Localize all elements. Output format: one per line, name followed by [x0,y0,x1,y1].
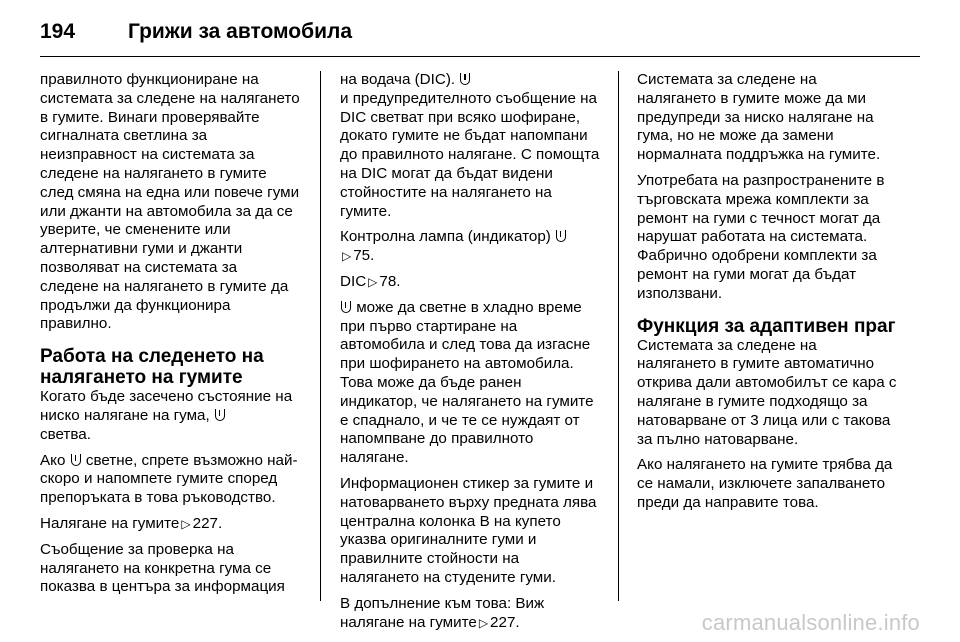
page-title: Грижи за автомобила [128,20,353,43]
page-header [40,14,352,50]
col2-paragraph-6: В допълнение към това: Виж налягане на гумите ▷ 227. [340,594,545,631]
column-2 [340,71,600,639]
col2-paragraph-3: DIC ▷ 78. [340,272,401,290]
column-divider [320,71,321,601]
col2-paragraph-4: може да светне в хладно време при първо стартиране на автомобила и след това да изгасне при шофирането на автомобила. Това може да бъде ранен индикатор, че налягането на гумите е спаднало, и че те се нуждаят от напомпване до правилното налягане. [340,298,594,467]
col2-paragraph-2: Контролна лампа (индикатор) ▷ 75. [340,228,600,266]
page-reference-link[interactable]: 227. [490,613,520,631]
page-reference-link[interactable]: 78. [379,272,401,290]
watermark: carmanualsonline.info [701,610,920,635]
section-heading-tpms-operation: Работа на следенето на налягането на гумите [40,346,264,389]
col1-paragraph-5: Съобщение за проверка на налягането на конкретна гума се показва в центъра за информация [40,540,285,596]
reference-arrow-icon: ▷ [342,249,352,264]
section-heading-adaptive-threshold: Функция за адаптивен праг [637,315,896,337]
col3-paragraph-1: Системата за следене на налягането в гумите може да ми предупреди за ниско налягане на гума, но не може да замени нормалната поддръжка на гумите. [637,71,881,164]
column-1 [40,71,300,604]
col1-paragraph-3: Ако светне, спрете възможно най-скоро и напомпете гумите според препоръката в това ръководство. [40,451,298,507]
reference-arrow-icon: ▷ [478,615,489,630]
col1-paragraph-4: Налягане на гумите ▷ 227. [40,514,223,532]
page-reference-link[interactable]: 75. [353,247,375,265]
tire-pressure-warning-icon [71,454,81,466]
page-number: 194 [40,20,76,43]
col3-paragraph-2: Употребата на разпространените в търговската мрежа комплекти за ремонт на гуми с течност могат да нарушат работата на системата. Фабрично одобрени комплекти за ремонт на гуми могат да бъдат използвани. [637,171,885,302]
col1-paragraph-1: правилното функциониране на системата за следене на налягането в гумите. Винаги проверявайте сигналната светлина за неизправност на системата за следене на налягането в гумите след смяна на една или повече гуми или джанти на автомобила за да се уверите, че сменените или алтернативни гуми и джанти позволяват на системата за следене на налягането в гумите да продължи да функционира правилно. [40,71,300,333]
col1-paragraph-2: Когато бъде засечено състояние на ниско налягане на гума, светва. [40,388,293,443]
tire-pressure-warning-icon [556,230,566,242]
column-3 [637,71,897,520]
tire-pressure-warning-icon [215,409,225,421]
tire-pressure-warning-icon [341,301,351,313]
reference-arrow-icon: ▷ [181,516,191,531]
col3-paragraph-3: Системата за следене на налягането в гумите автоматично открива дали автомобилът се кара с налягане в гумите подходящо за натоварване от 3 лица или с такова за пълно натоварване. [637,336,897,448]
col3-paragraph-4: Ако налягането на гумите трябва да се намали, изключете запалването преди да направите това. [637,456,893,511]
col2-paragraph-1: на водача (DIC). и предупредителното съобщение на DIC светват при всяко шофиране, докато гумите не бъдат напомпани до правилното налягане. С помощта на DIC могат да бъдат видени стойностите на налягането на гумите. [340,71,600,220]
col2-paragraph-5: Информационен стикер за гумите и натоварването върху предната лява централна колонка B на купето указва оригиналните гуми и правилните стойности на налягането на студените гуми. [340,474,597,586]
page-reference-link[interactable]: 227. [192,514,223,532]
reference-arrow-icon: ▷ [368,274,378,289]
header-rule [40,56,920,57]
tire-pressure-warning-icon [460,73,470,85]
column-divider [618,71,619,601]
